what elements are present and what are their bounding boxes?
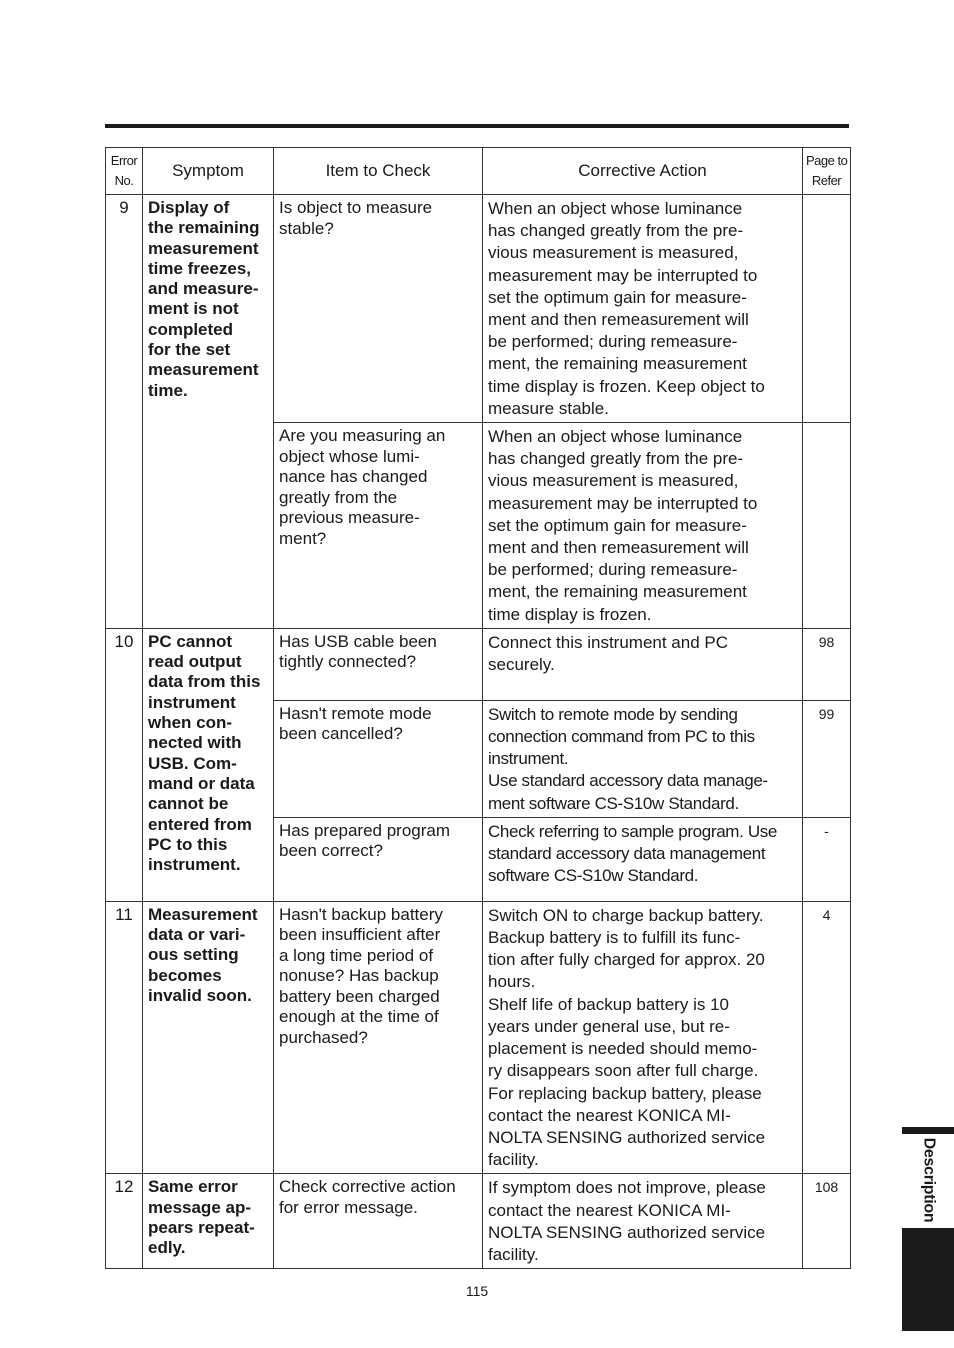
corrective-action-cell: Connect this instrument and PC securely. — [483, 628, 803, 700]
corrective-action-cell: When an object whose luminance has changed greatly from the pre- vious measurement is measured, measurement may be interrupted to set the optimum gain for measure- ment and then remeasurement will be performed; during remeasure- ment, the remaining measurement time display is frozen. Keep object to measure stable. — [483, 195, 803, 423]
error-number: 9 — [106, 195, 143, 629]
table-row — [106, 901, 851, 1173]
table-row — [106, 195, 851, 423]
header-page-to-refer: Page to Refer — [803, 148, 851, 195]
table-body — [106, 195, 851, 1269]
error-number: 10 — [106, 628, 143, 901]
item-to-check-cell: Has prepared program been correct? — [274, 817, 483, 901]
page-number: 115 — [465, 1283, 489, 1299]
page-ref-cell — [803, 423, 851, 629]
top-rule — [105, 124, 849, 128]
item-to-check-cell: Has USB cable been tightly connected? — [274, 628, 483, 700]
side-tab-label: Description — [920, 1137, 937, 1223]
item-to-check-cell: Hasn't remote mode been cancelled? — [274, 700, 483, 817]
error-number: 11 — [106, 901, 143, 1173]
header-row — [106, 148, 851, 195]
symptom-cell: Measurement data or vari- ous setting becomes invalid soon. — [143, 901, 274, 1173]
item-to-check-cell: Hasn't backup battery been insufficient after a long time period of nonuse? Has backup battery been charged enough at the time of purchased? — [274, 901, 483, 1173]
symptom-cell: PC cannot read output data from this instrument when con- nected with USB. Com- mand or data cannot be entered from PC to this instrument. — [143, 628, 274, 901]
page-ref-cell: 4 — [803, 901, 851, 1173]
page-ref-cell: 108 — [803, 1174, 851, 1269]
header-item-to-check: Item to Check — [274, 148, 483, 195]
header-error-no: Error No. — [106, 148, 143, 195]
page-ref-cell: 98 — [803, 628, 851, 700]
corrective-action-cell: Check referring to sample program. Use standard accessory data management software CS-S10w Standard. — [483, 817, 803, 901]
corrective-action-cell: If symptom does not improve, please contact the nearest KONICA MI- NOLTA SENSING authorized service facility. — [483, 1174, 803, 1269]
side-tab — [904, 1136, 952, 1224]
page-ref-cell — [803, 195, 851, 423]
corrective-action-cell: Switch ON to charge backup battery. Backup battery is to fulfill its func- tion after fully charged for approx. 20 hours. Shelf life of backup battery is 10 years under general use, but re- placement is needed should memo- ry disappears soon after full charge. For replacing backup battery, please contact the nearest KONICA MI- NOLTA SENSING authorized service facility. — [483, 901, 803, 1173]
error-number: 12 — [106, 1174, 143, 1269]
item-to-check-cell: Check corrective action for error message. — [274, 1174, 483, 1269]
item-to-check-cell: Are you measuring an object whose lumi- nance has changed greatly from the previous measure- ment? — [274, 423, 483, 629]
corrective-action-cell: Switch to remote mode by sending connection command from PC to this instrument. Use standard accessory data manage- ment software CS-S10w Standard. — [483, 700, 803, 817]
corrective-action-cell: When an object whose luminance has changed greatly from the pre- vious measurement is measured, measurement may be interrupted to set the optimum gain for measure- ment and then remeasurement will be performed; during remeasure- ment, the remaining measurement time display is frozen. — [483, 423, 803, 629]
page-ref-cell: - — [803, 817, 851, 901]
item-to-check-cell: Is object to measure stable? — [274, 195, 483, 423]
side-tab-block — [902, 1228, 954, 1331]
header-corrective-action: Corrective Action — [483, 148, 803, 195]
troubleshooting-table — [105, 147, 851, 1269]
table-row — [106, 628, 851, 700]
side-tab-top-bar — [902, 1127, 954, 1134]
page-ref-cell: 99 — [803, 700, 851, 817]
symptom-cell: Display of the remaining measurement time freezes, and measure- ment is not completed for the set measurement time. — [143, 195, 274, 629]
header-symptom: Symptom — [143, 148, 274, 195]
symptom-cell: Same error message ap- pears repeat- edly. — [143, 1174, 274, 1269]
table-row — [106, 1174, 851, 1269]
